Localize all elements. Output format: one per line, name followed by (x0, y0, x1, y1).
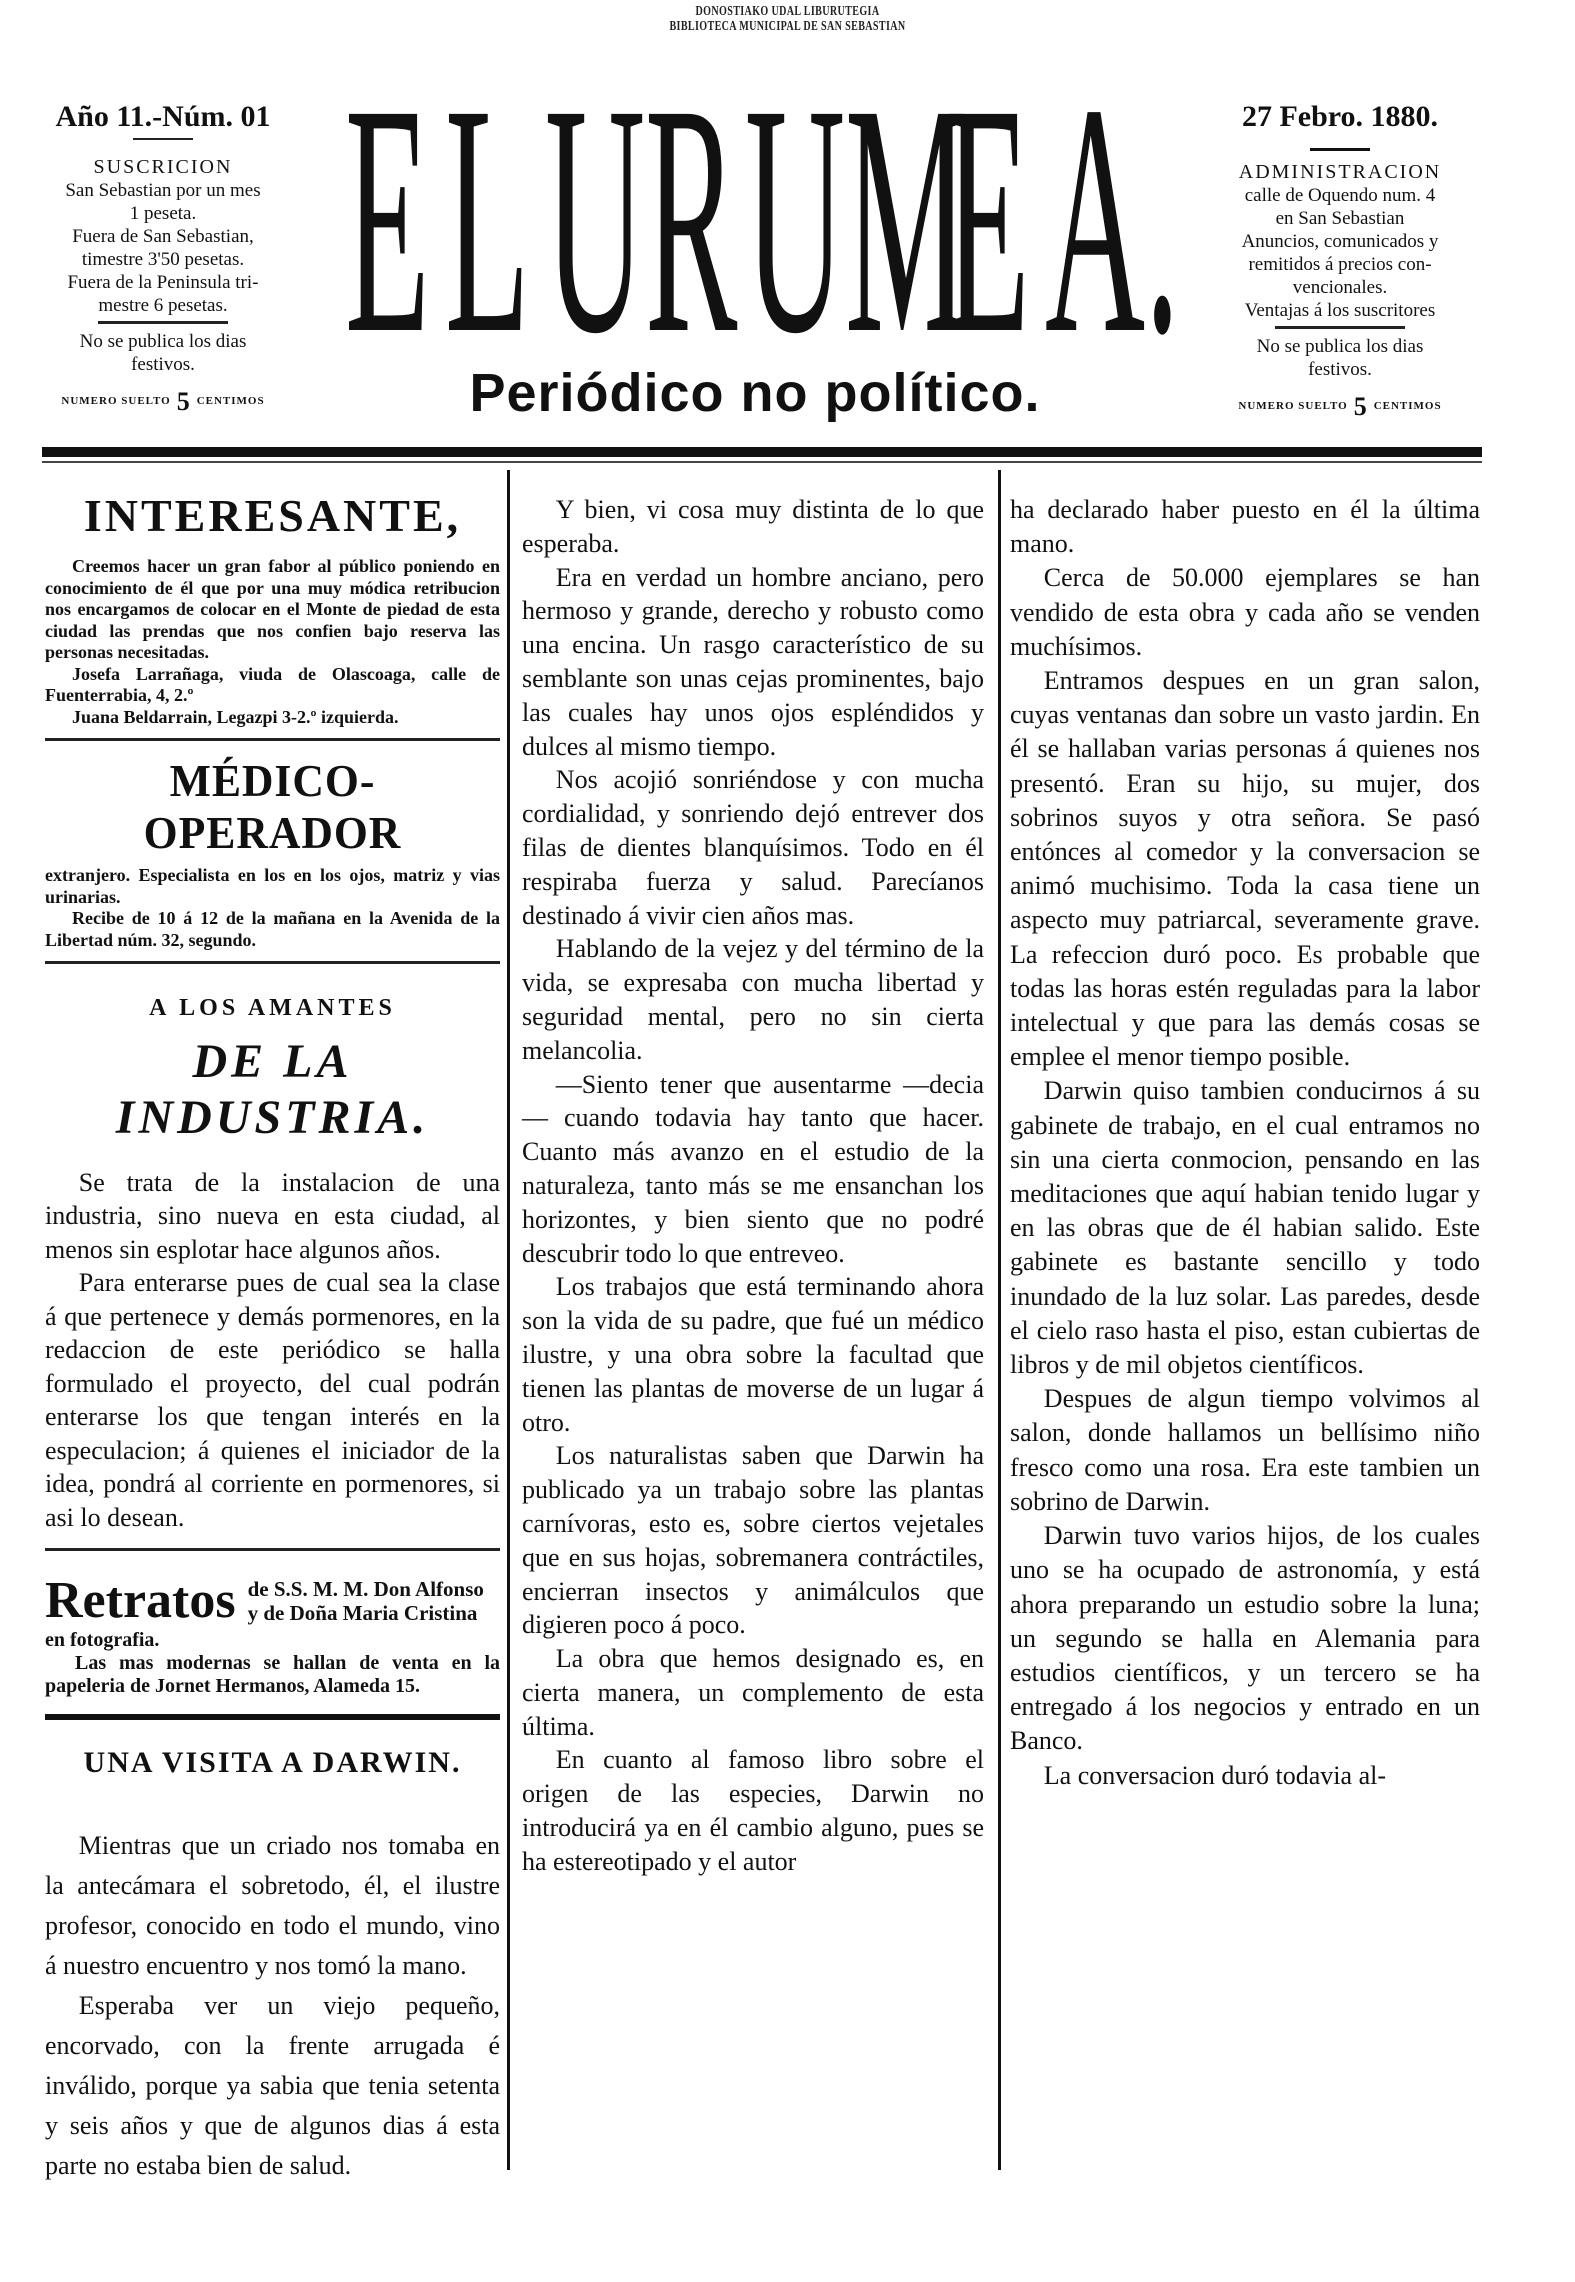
masthead-letter: A (1045, 37, 1146, 402)
price-label: NUMERO SUELTO (61, 395, 171, 408)
subscription-line: San Sebastian por un mes (65, 180, 261, 201)
administration-line: Ventajas á los suscritores (1244, 300, 1436, 321)
ad-body: extranjero. Especialista en los en los ojos, matriz y vias urinarias. (45, 865, 500, 907)
masthead-letter: E (345, 37, 430, 402)
section-divider (45, 738, 500, 741)
masthead-letter: U (745, 37, 846, 402)
column-left (45, 490, 500, 2186)
issue-date: 27 Febro. 1880. (1241, 100, 1439, 133)
single-issue-price (1205, 392, 1475, 421)
paragraph: Esperaba ver un viejo pequeño, encorvado, con la frente arrugada é inválido, porque ya sabia que tenia setenta y seis años y que de algunos dias á esta parte no estaba bien de salud. (45, 1990, 500, 2180)
paragraph: Hablando de la vejez y del término de la vida, se expresaba con mucha libertad y seguridad mental, pero no sin cierta melancolia. (522, 934, 984, 1065)
ad-heading: DE LA INDUSTRIA. (115, 1034, 430, 1144)
subscription-heading: SUSCRICION (93, 156, 233, 178)
column-divider (507, 470, 510, 2170)
header-rule (42, 447, 1482, 457)
column-divider (998, 470, 1001, 2170)
paragraph: ha declarado haber puesto en él la última mano. (1010, 495, 1480, 559)
holiday-notice: festivos. (1308, 359, 1372, 380)
paragraph: Darwin tuvo varios hijos, de los cuales uno se ha ocupado de astronomía, y está ahora preparando un estudio sobre la luna; un segundo se halla en Alemania para estudios científicos, y un tercero se ha entregado á los negocios y entrado en un Banco. (1010, 1521, 1480, 1756)
masthead-letter: . (1145, 37, 1180, 402)
header-rule-thin (42, 461, 1482, 463)
price-value: 5 (1353, 392, 1368, 421)
paragraph: Despues de algun tiempo volvimos al salon, donde hallamos un bellísimo niño fresco como una rosa. Era este tambien un sobrino de Darwin. (1010, 1384, 1480, 1516)
paragraph: Y bien, vi cosa muy distinta de lo que esperaba. (522, 495, 984, 558)
paragraph: Cerca de 50.000 ejemplares se han vendido de esta obra y cada año se venden muchísimos. (1010, 563, 1480, 661)
paragraph: Era en verdad un hombre anciano, pero hermoso y grande, derecho y robusto como una encina. Un rasgo característico de su semblante son unas cejas prominentes, bajo las cuales hay unos ojos espléndidos y dulces al mismo tiempo. (522, 562, 984, 761)
article-heading: UNA VISITA A DARWIN. (83, 1746, 462, 1779)
divider (133, 138, 193, 140)
administration-line: remitidos á precios con- (1248, 254, 1432, 275)
divider (1275, 326, 1405, 329)
ad-medico-operador (45, 755, 500, 951)
retratos-subjects (248, 1577, 484, 1625)
ad-industria (45, 992, 500, 1534)
masthead-letter: L (445, 37, 530, 402)
subscription-line: 1 peseta. (129, 203, 197, 224)
paragraph: La obra que hemos designado es, en cierta manera, un complemento de esta última. (522, 1644, 984, 1741)
administration-line: Anuncios, comunicados y (1241, 231, 1439, 252)
subscription-box (18, 100, 308, 416)
paragraph: Nos acojió sonriéndose y con mucha cordialidad, y sonriendo dejó entrever dos filas de dientes blanquísimos. Todo en él respiraba fuerza y salud. Parecíanos destinado á vivir cien años mas. (522, 765, 984, 930)
issue-number: Año 11.-Núm. 01 (55, 100, 271, 133)
article-darwin (45, 1746, 500, 2186)
ad-interesante (45, 490, 500, 728)
divider (1310, 148, 1370, 151)
ad-heading: INTERESANTE, (83, 490, 462, 541)
retratos-header (45, 1573, 500, 1629)
paragraph: Los naturalistas saben que Darwin ha publicado ya un trabajo sobre las plantas carnívoras, esto es, sobre ciertos vejetales que en sus hojas, sobremanera contráctiles, encierran insectos y animálculos que digieren poco á poco. (522, 1441, 984, 1640)
subscription-line: Fuera de la Peninsula tri- (67, 272, 259, 293)
ad-heading: MÉDICO-OPERADOR (143, 755, 402, 858)
masthead-subtitle: Periódico no político. (469, 363, 1041, 423)
section-divider (45, 1548, 500, 1551)
price-value: 5 (176, 387, 191, 416)
column-middle (522, 493, 984, 1879)
paragraph: Se trata de la instalacion de una industria, sino nueva en esta ciudad, al menos sin esplotar hace algunos años. (45, 1167, 500, 1264)
section-divider (45, 1714, 500, 1720)
column-right (1010, 493, 1480, 1793)
holiday-notice: festivos. (131, 354, 195, 375)
subscription-line: Fuera de San Sebastian, (72, 226, 254, 247)
retratos-line: de S.S. M. M. Don Alfonso (247, 1577, 484, 1601)
administration-line: calle de Oquendo num. 4 (1244, 185, 1436, 206)
ad-body: Recibe de 10 á 12 de la mañana en la Avenida de la Libertad núm. 32, segundo. (45, 908, 500, 950)
paragraph: La conversacion duró todavia al- (1043, 1760, 1386, 1790)
subscription-line: timestre 3'50 pesetas. (81, 249, 245, 270)
single-issue-price (18, 387, 308, 416)
paragraph: —Siento tener que ausentarme —decia— cuando todavia hay tanto que hacer. Cuanto más avanzo en el estudio de la naturaleza, tanto más se me ensanchan los horizontes, y bien siento que no podré descubrir todo lo que entreveo. (522, 1069, 984, 1268)
paragraph: En cuanto al famoso libro sobre el origen de las especies, Darwin no introducirá ya en él cambio alguno, pues se ha estereotipado y el autor (522, 1745, 984, 1876)
ad-heading: Retratos (45, 1572, 236, 1629)
masthead-letter: U (545, 37, 646, 402)
holiday-notice: No se publica los dias (79, 331, 247, 352)
ad-body: Las mas modernas se hallan de venta en la papeleria de Jornet Hermanos, Alameda 15. (45, 1652, 500, 1697)
price-unit: CENTIMOS (1373, 400, 1442, 413)
ad-body: Creemos hacer un gran fabor al público poniendo en conocimiento de él que por una muy módica retribucion nos encargamos de colocar en el Monte de piedad de esta ciudad las prendas que nos confien bajo reserva las personas necesitadas. (45, 556, 500, 662)
paragraph: Mientras que un criado nos tomaba en la antecámara el sobretodo, él, el ilustre profesor, conocido en todo el mundo, vino á nuestro encuentro y nos tomó la mano. (45, 1830, 500, 1980)
retratos-line: y de Doña Maria Cristina (247, 1601, 478, 1625)
administration-line: vencionales. (1292, 277, 1388, 298)
ad-kicker: A LOS AMANTES (149, 995, 396, 1021)
masthead-letter: R (645, 37, 738, 402)
ad-body-wrap (45, 556, 500, 728)
masthead-letter: E (945, 37, 1030, 402)
paragraph: Para enterarse pues de cual sea la clase á que pertenece y demás pormenores, en la redaccion de este periódico se halla formulado el proyecto, del cual podrán enterarse los que tengan interés en la especulacion; á quienes el iniciador de la idea, pondrá al corriente en pormenores, si asi lo desean. (45, 1268, 500, 1532)
paragraph: Entramos despues en un gran salon, cuyas ventanas dan sobre un vasto jardin. En él se hallaban varias personas á quienes nos presentó. Eran su hijo, su mujer, dos sobrinos suyos y otra señora. Se pasó entónces al comedor y la conversacion se animó muchisimo. Toda la casa tiene un aspecto muy patriarcal, severamente grave. La refeccion duró poco. Es probable que todas las horas estén reguladas para la labor intelectual y que para las demás cosas se emplee el menor tiempo posible. (1010, 666, 1480, 1072)
paragraph: Darwin quiso tambien conducirnos á su gabinete de trabajo, en el cual entramos no sin una cierta conmocion, pensando en las meditaciones que aquí habian tenido lugar y en las obras que de él habian salido. Este gabinete es bastante sencillo y todo inundado de la luz solar. Las paredes, desde el cielo raso hasta el piso, estan cubiertas de libros y de mil objetos científicos. (1010, 1076, 1480, 1380)
administration-heading: ADMINISTRACION (1238, 161, 1442, 183)
section-divider (45, 961, 500, 964)
ad-signer: Juana Beldarrain, Legazpi 3-2.º izquierda. (72, 706, 399, 727)
administration-line: en San Sebastian (1275, 208, 1405, 229)
archive-stamp (221, 4, 1355, 34)
archive-stamp-line1: DONOSTIAKO UDAL LIBURUTEGIA (695, 4, 880, 19)
price-label: NUMERO SUELTO (1238, 400, 1348, 413)
divider (98, 321, 228, 324)
ad-signer: Josefa Larrañaga, viuda de Olascoaga, calle de Fuenterrabia, 4, 2.º (45, 663, 500, 705)
ad-body-wrap (45, 865, 500, 951)
masthead-letter: M (845, 37, 969, 402)
price-unit: CENTIMOS (196, 395, 265, 408)
ad-retratos (45, 1573, 500, 1698)
administration-box (1205, 100, 1475, 421)
archive-stamp-line2: BIBLIOTECA MUNICIPAL DE SAN SEBASTIAN (669, 19, 906, 34)
ad-body-wrap (45, 1629, 500, 1698)
paragraph: Los trabajos que está terminando ahora son la vida de su padre, que fué un médico ilustre, y una obra sobre la facultad que tienen las plantas de moverse de un lugar á otro. (522, 1272, 984, 1437)
subscription-line: mestre 6 pesetas. (98, 295, 228, 316)
holiday-notice: No se publica los dias (1256, 336, 1424, 357)
retratos-line: en fotografia. (45, 1629, 160, 1651)
